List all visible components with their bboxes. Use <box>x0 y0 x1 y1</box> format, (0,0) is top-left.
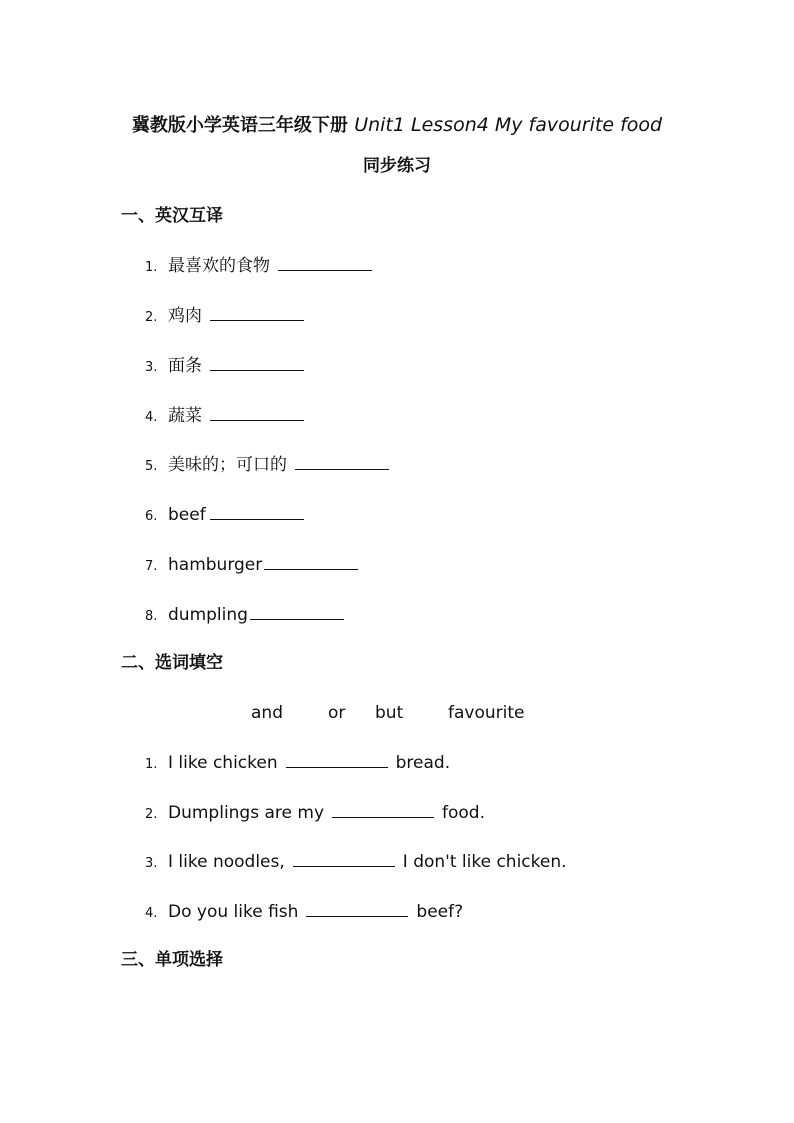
item-text-after: I don't like chicken. <box>402 852 567 872</box>
title-chinese: 冀教版小学英语三年级下册 <box>131 115 348 136</box>
item-text: 美味的；可口的 <box>168 455 287 475</box>
word-bank <box>251 701 524 725</box>
item-text-after: beef? <box>416 902 464 922</box>
item-number: 2. <box>145 807 158 822</box>
item-text: beef <box>168 505 206 525</box>
item-text-after: bread. <box>395 753 451 773</box>
translate-item-6 <box>145 503 312 529</box>
item-number: 7. <box>145 559 158 574</box>
answer-blank[interactable] <box>210 419 304 421</box>
item-text: 鸡肉 <box>168 306 202 326</box>
word-bank-word: but <box>375 703 404 723</box>
item-number: 1. <box>145 757 158 772</box>
item-number: 6. <box>145 509 158 524</box>
fill-item-4 <box>145 900 463 926</box>
answer-blank[interactable] <box>210 518 304 520</box>
item-text-before: I like noodles, <box>168 852 285 872</box>
worksheet-subtitle: 同步练习 <box>363 156 431 176</box>
answer-blank[interactable] <box>250 618 344 620</box>
translate-item-8 <box>145 603 352 629</box>
word-bank-word: and <box>251 703 283 723</box>
translate-item-7 <box>145 553 366 579</box>
item-number: 8. <box>145 609 158 624</box>
item-number: 3. <box>145 360 158 375</box>
translate-item-2 <box>145 304 312 330</box>
item-text-before: I like chicken <box>168 753 278 773</box>
fill-item-1 <box>145 751 450 777</box>
item-text-before: Do you like fish <box>168 902 299 922</box>
title-english: Unit1 Lesson4 My favourite food <box>354 114 663 136</box>
item-number: 2. <box>145 310 158 325</box>
item-number: 3. <box>145 856 158 871</box>
answer-blank[interactable] <box>210 319 304 321</box>
word-bank-word: favourite <box>448 703 525 723</box>
item-text: dumpling <box>168 605 248 625</box>
item-text-before: Dumplings are my <box>168 803 325 823</box>
answer-blank[interactable] <box>210 369 304 371</box>
word-bank-word: or <box>328 703 346 723</box>
fill-item-2 <box>145 801 485 827</box>
item-number: 4. <box>145 906 158 921</box>
worksheet-title <box>0 110 794 141</box>
translate-item-4 <box>145 404 312 430</box>
section-1-heading: 一、英汉互译 <box>121 206 223 226</box>
section-2-heading: 二、选词填空 <box>121 653 223 673</box>
item-text: 蔬菜 <box>168 406 202 426</box>
item-text: 面条 <box>168 356 202 376</box>
item-text: 最喜欢的食物 <box>168 256 270 276</box>
answer-blank[interactable] <box>278 269 372 271</box>
answer-blank[interactable] <box>293 865 395 867</box>
translate-item-5 <box>145 453 397 479</box>
answer-blank[interactable] <box>306 915 408 917</box>
item-text-after: food. <box>442 803 485 823</box>
answer-blank[interactable] <box>295 468 389 470</box>
item-number: 4. <box>145 410 158 425</box>
translate-item-3 <box>145 354 312 380</box>
item-number: 5. <box>145 459 158 474</box>
section-3-heading: 三、单项选择 <box>121 950 223 970</box>
answer-blank[interactable] <box>264 568 358 570</box>
answer-blank[interactable] <box>286 766 388 768</box>
item-text: hamburger <box>168 555 263 575</box>
answer-blank[interactable] <box>332 816 434 818</box>
item-number: 1. <box>145 260 158 275</box>
fill-item-3 <box>145 850 567 876</box>
translate-item-1 <box>145 254 380 280</box>
